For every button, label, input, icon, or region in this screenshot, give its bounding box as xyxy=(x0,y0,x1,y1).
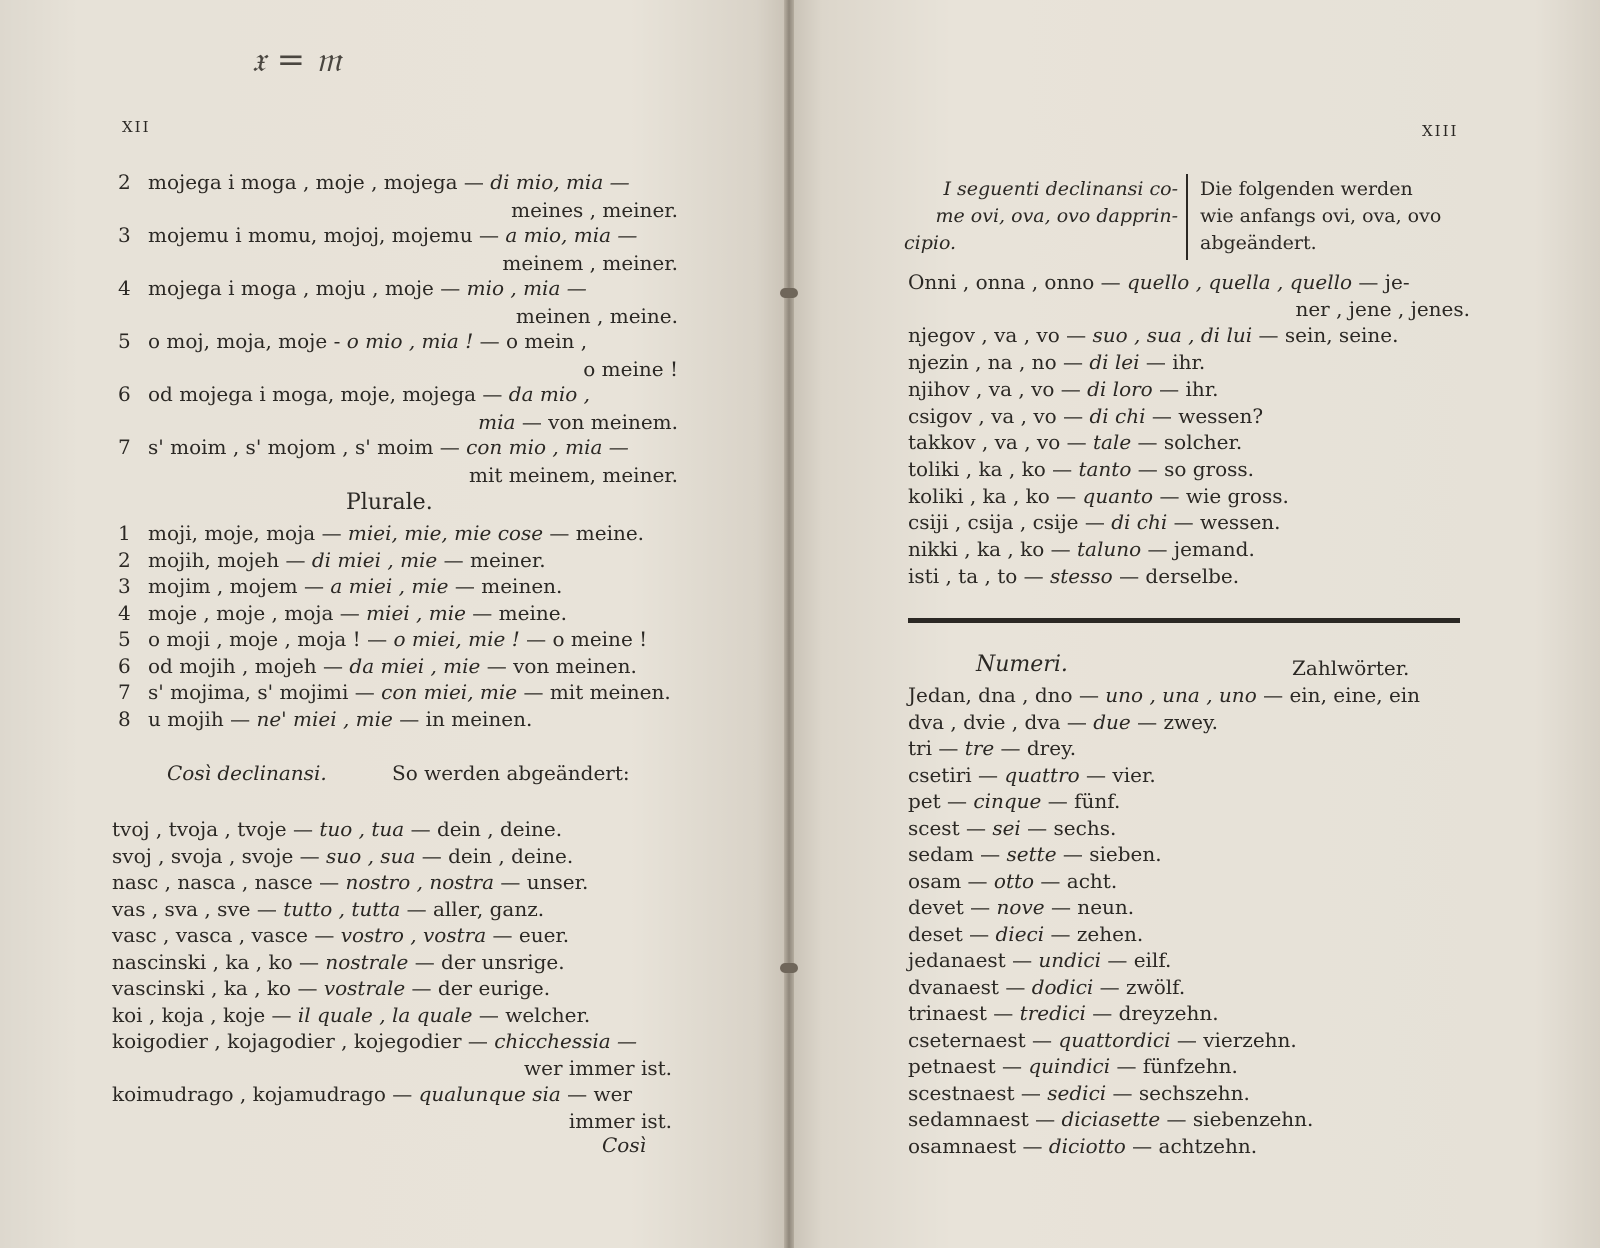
italian-form: il quale , la quale xyxy=(297,1002,473,1027)
case-number: 7 xyxy=(118,680,131,704)
italian-form: chicchessia — xyxy=(494,1029,638,1053)
german-form: — von meinen. xyxy=(480,653,637,678)
case-number: 4 xyxy=(118,600,131,625)
italian-form: miei , mie xyxy=(366,600,466,625)
italian-form: nostrale xyxy=(325,949,409,974)
illyrian-form: deset — xyxy=(908,921,996,946)
illyrian-form: takkov , va , vo — xyxy=(908,430,1093,455)
case-number: 4 xyxy=(118,276,131,300)
illyrian-form: koimudrago , kojamudrago — xyxy=(112,1082,419,1106)
illyrian-form: o moji , moje , moja ! — xyxy=(148,627,394,651)
german-form: — der eurige. xyxy=(405,976,551,1000)
italian-form: tuo , tua xyxy=(319,817,405,841)
italian-form: di chi xyxy=(1111,510,1168,535)
number-entry xyxy=(908,1054,1238,1078)
italian-form: mia xyxy=(478,410,516,434)
illyrian-form: osam — xyxy=(908,868,994,893)
pronoun-entry xyxy=(908,564,1239,588)
illyrian-form: Jedan, dna , dno — xyxy=(908,683,1106,707)
number-entry xyxy=(908,816,1116,840)
catchword: Così xyxy=(602,1133,647,1157)
intro-italian xyxy=(900,176,1178,257)
number-entry xyxy=(908,869,1117,893)
declension-entry xyxy=(112,897,544,921)
italian-form: tanto xyxy=(1078,456,1132,481)
german-form: — ihr. xyxy=(1152,376,1219,401)
italian-form: nove xyxy=(996,895,1045,919)
declension-row-continued xyxy=(118,463,678,487)
illyrian-form: koi , koja , koje — xyxy=(112,1002,298,1027)
italian-form: suo , sua , di lui xyxy=(1092,323,1253,348)
illyrian-form: sedam — xyxy=(908,842,1007,866)
illyrian-form: nascinski , ka , ko — xyxy=(112,949,326,974)
intro-german-line: abgeändert. xyxy=(1200,232,1317,254)
german-form: — solcher. xyxy=(1131,430,1243,455)
illyrian-form: isti , ta , to — xyxy=(908,563,1050,588)
declension-row xyxy=(118,329,587,353)
illyrian-form: vasc , vasca , vasce — xyxy=(112,923,341,947)
german-form: meinen , meine. xyxy=(515,304,678,328)
german-form: — von meinem. xyxy=(515,410,678,434)
binding-stitch xyxy=(780,963,798,973)
plural-row xyxy=(118,654,637,678)
italian-form: dieci xyxy=(995,921,1045,946)
german-form: mit meinem, meiner. xyxy=(469,463,678,487)
pronoun-entry xyxy=(908,510,1281,534)
illyrian-form: s' moim , s' mojom , s' moim — xyxy=(148,435,467,459)
illyrian-form: njegov , va , vo — xyxy=(908,323,1093,348)
declension-row xyxy=(118,382,590,406)
numeri-heading: Numeri. xyxy=(976,652,1068,677)
italian-form: undici xyxy=(1038,948,1101,972)
illyrian-form: csetiri — xyxy=(908,762,1005,787)
number-entry xyxy=(908,948,1171,972)
number-entry xyxy=(908,1028,1297,1052)
declension-row-continued xyxy=(118,357,678,381)
german-form: — in meinen. xyxy=(392,706,533,731)
german-form: — derselbe. xyxy=(1112,563,1240,588)
illyrian-form: moje , moje , moja — xyxy=(148,600,367,625)
intro-german xyxy=(1200,176,1472,257)
plural-row xyxy=(118,601,567,625)
cosi-heading-german: So werden abgeändert: xyxy=(392,761,630,785)
illyrian-form: vas , sva , sve — xyxy=(112,896,284,921)
italian-form: nostro , nostra xyxy=(345,870,495,894)
italian-form: due xyxy=(1093,709,1131,734)
case-number: 5 xyxy=(118,627,131,651)
german-form: — siebenzehn. xyxy=(1160,1107,1314,1131)
german-form: — zehen. xyxy=(1044,921,1144,946)
german-form: meinem , meiner. xyxy=(502,251,678,275)
illyrian-form: s' mojima, s' mojimi — xyxy=(148,680,382,704)
intro-italian-line: I seguenti declinansi co- xyxy=(943,178,1178,200)
italian-form: diciasette xyxy=(1061,1107,1161,1131)
italian-form: mio , mia — xyxy=(466,276,587,300)
italian-form: quattordici xyxy=(1058,1027,1171,1052)
italian-form: tutto , tutta xyxy=(283,896,401,921)
case-number: 2 xyxy=(118,547,131,572)
number-entry xyxy=(908,922,1143,946)
italian-form: ne' miei , mie xyxy=(256,706,393,731)
page-number-right: XIII xyxy=(1422,122,1459,140)
intro-italian-line: cipio. xyxy=(904,232,957,254)
illyrian-form: sedamnaest — xyxy=(908,1107,1062,1131)
german-form: — sechs. xyxy=(1020,815,1117,840)
german-form: — meiner. xyxy=(437,547,546,572)
german-form: — ein, eine, ein xyxy=(1256,683,1421,707)
pronoun-entry xyxy=(908,297,1470,321)
italian-form: a miei , mie xyxy=(330,574,449,598)
german-form: — wessen. xyxy=(1167,510,1281,535)
illyrian-form: svoj , svoja , svoje — xyxy=(112,843,327,868)
illyrian-form: toliki , ka , ko — xyxy=(908,456,1079,481)
german-form: — eilf. xyxy=(1100,948,1172,972)
italian-form: stesso xyxy=(1050,563,1113,588)
italian-form: otto xyxy=(993,868,1035,893)
german-form: — dein , deine. xyxy=(404,817,563,841)
german-form: o meine ! xyxy=(583,357,678,381)
declension-entry xyxy=(112,1082,632,1106)
italian-form: taluno xyxy=(1076,537,1142,561)
pronoun-entry xyxy=(908,377,1218,401)
illyrian-form: od mojega i moga, moje, mojega — xyxy=(148,382,509,406)
german-form: — o mein , xyxy=(473,329,588,353)
declension-entry xyxy=(112,1003,590,1027)
case-number: 3 xyxy=(118,223,131,247)
german-form: — aller, ganz. xyxy=(400,896,545,921)
italian-form: di miei , mie xyxy=(311,547,438,572)
declension-row xyxy=(118,435,629,459)
german-form: — wessen? xyxy=(1145,403,1264,428)
case-number: 3 xyxy=(118,574,131,598)
case-number: 7 xyxy=(118,435,131,459)
german-form: — dreyzehn. xyxy=(1085,1001,1219,1025)
illyrian-form: mojih, mojeh — xyxy=(148,547,312,572)
handwritten-note: 𝔵 = 𝔪 xyxy=(252,40,342,80)
illyrian-form: mojemu i momu, mojoj, mojemu — xyxy=(148,223,506,247)
german-form: — o meine ! xyxy=(519,627,648,651)
german-form: — achtzehn. xyxy=(1125,1133,1258,1158)
declension-row-continued xyxy=(118,410,678,434)
german-form: — sein, seine. xyxy=(1252,323,1399,348)
number-entry xyxy=(908,1081,1250,1105)
book-gutter xyxy=(784,0,794,1248)
illyrian-form: dva , dvie , dva — xyxy=(908,709,1094,734)
pronoun-entry xyxy=(908,484,1289,508)
illyrian-form: trinaest — xyxy=(908,1001,1020,1025)
german-form: — dein , deine. xyxy=(415,843,574,868)
italian-form: tre xyxy=(964,736,995,760)
italian-form: da mio , xyxy=(508,382,590,406)
german-form: — meinen. xyxy=(448,574,563,598)
pronoun-entry xyxy=(908,537,1255,561)
illyrian-form: jedanaest — xyxy=(908,948,1039,972)
italian-form: quindici xyxy=(1028,1054,1111,1078)
german-form: — so gross. xyxy=(1131,456,1255,481)
italian-form: miei, mie, mie cose xyxy=(347,521,544,545)
illyrian-form: njezin , na , no — xyxy=(908,350,1090,375)
illyrian-form: nikki , ka , ko — xyxy=(908,537,1077,561)
italian-form: o miei, mie ! xyxy=(393,627,520,651)
italian-form: qualunque sia xyxy=(418,1082,561,1106)
german-form: — mit meinen. xyxy=(517,680,671,704)
italian-form: sedici xyxy=(1047,1080,1107,1105)
german-form: — wer xyxy=(560,1082,633,1106)
plural-row xyxy=(118,574,562,598)
intro-italian-line: me ovi, ova, ovo dapprin- xyxy=(935,205,1178,227)
illyrian-form: mojega i moga , moje , mojega — xyxy=(148,170,491,194)
german-form: — euer. xyxy=(486,923,570,947)
italian-form: di mio, mia — xyxy=(490,170,630,194)
number-entry xyxy=(908,710,1218,734)
german-form: — zwey. xyxy=(1130,709,1218,734)
section-rule xyxy=(908,618,1460,623)
italian-form: o mio , mia ! xyxy=(346,329,474,353)
declension-entry xyxy=(112,976,550,1000)
case-number: 1 xyxy=(118,521,131,545)
german-form: — je- xyxy=(1352,270,1410,294)
german-form: — vier. xyxy=(1079,762,1156,787)
german-form: ner , jene , jenes. xyxy=(1295,296,1470,321)
intro-german-line: wie anfangs ovi, ova, ovo xyxy=(1200,205,1442,227)
italian-form: quattro xyxy=(1004,762,1080,787)
italian-form: di loro xyxy=(1087,376,1153,401)
illyrian-form: Onni , onna , onno — xyxy=(908,270,1127,294)
illyrian-form: csigov , va , vo — xyxy=(908,403,1090,428)
german-form: immer ist. xyxy=(568,1108,672,1133)
declension-entry xyxy=(112,870,588,894)
italian-form: dodici xyxy=(1031,974,1094,999)
italian-form: con miei, mie xyxy=(381,680,518,704)
illyrian-form: pet — xyxy=(908,789,974,813)
italian-form: da miei , mie xyxy=(349,653,481,678)
number-entry xyxy=(908,1001,1219,1025)
number-entry xyxy=(908,975,1185,999)
german-form: wer immer ist. xyxy=(523,1055,672,1080)
illyrian-form: petnaest — xyxy=(908,1054,1029,1078)
declension-entry xyxy=(112,1056,672,1080)
italian-form: uno , una , uno xyxy=(1105,683,1257,707)
case-number: 6 xyxy=(118,653,131,678)
declension-entry xyxy=(112,1109,672,1133)
italian-form: quanto xyxy=(1082,483,1154,508)
declension-entry xyxy=(112,950,565,974)
german-form: — der unsrige. xyxy=(408,949,565,974)
german-form: — acht. xyxy=(1034,868,1118,893)
illyrian-form: tvoj , tvoja , tvoje — xyxy=(112,817,320,841)
italian-form: vostrale xyxy=(323,976,406,1000)
declension-row xyxy=(118,170,630,194)
illyrian-form: mojim , mojem — xyxy=(148,574,331,598)
illyrian-form: koigodier , kojagodier , kojegodier — xyxy=(112,1029,495,1053)
declension-entry xyxy=(112,817,562,841)
declension-row xyxy=(118,223,637,247)
plural-row xyxy=(118,627,647,651)
italian-form: con mio , mia — xyxy=(466,435,629,459)
case-number: 5 xyxy=(118,329,131,353)
illyrian-form: scestnaest — xyxy=(908,1080,1048,1105)
pronoun-entry xyxy=(908,430,1242,454)
pronoun-entry xyxy=(908,350,1205,374)
italian-form: sette xyxy=(1006,842,1057,866)
number-entry xyxy=(908,763,1156,787)
illyrian-form: koliki , ka , ko — xyxy=(908,483,1083,508)
case-number: 8 xyxy=(118,706,131,731)
illyrian-form: o moj, moja, moje - xyxy=(148,329,347,353)
illyrian-form: csiji , csija , csije — xyxy=(908,510,1112,535)
german-form: — neun. xyxy=(1044,895,1135,919)
case-number: 6 xyxy=(118,382,131,406)
number-entry xyxy=(908,789,1120,813)
german-form: — unser. xyxy=(494,870,589,894)
german-form: — sieben. xyxy=(1056,842,1162,866)
illyrian-form: devet — xyxy=(908,895,997,919)
case-number: 2 xyxy=(118,170,131,194)
pronoun-entry xyxy=(908,457,1254,481)
german-form: — fünfzehn. xyxy=(1110,1054,1238,1078)
german-form: — ihr. xyxy=(1139,350,1206,375)
german-form: — fünf. xyxy=(1041,789,1121,813)
pronoun-entry xyxy=(908,404,1263,428)
italian-form: di lei xyxy=(1089,350,1140,375)
german-form: — drey. xyxy=(994,736,1077,760)
italian-form: a mio, mia — xyxy=(505,223,638,247)
illyrian-form: mojega i moga , moju , moje — xyxy=(148,276,467,300)
declension-row xyxy=(118,276,587,300)
italian-form: vostro , vostra xyxy=(340,923,487,947)
illyrian-form: dvanaest — xyxy=(908,974,1032,999)
italian-form: sei xyxy=(992,815,1021,840)
italian-form: suo , sua xyxy=(326,843,416,868)
illyrian-form: nasc , nasca , nasce — xyxy=(112,870,346,894)
italian-form: di chi xyxy=(1089,403,1146,428)
german-form: — meine. xyxy=(465,600,567,625)
plural-heading: Plurale. xyxy=(346,490,433,515)
italian-form: cinque xyxy=(973,789,1042,813)
page-number-left: XII xyxy=(122,118,151,136)
illyrian-form: od mojih , mojeh — xyxy=(148,653,350,678)
illyrian-form: scest — xyxy=(908,815,993,840)
german-form: — vierzehn. xyxy=(1170,1027,1297,1052)
binding-stitch xyxy=(780,288,798,298)
declension-row-continued xyxy=(118,251,678,275)
illyrian-form: vascinski , ka , ko — xyxy=(112,976,324,1000)
illyrian-form: u mojih — xyxy=(148,706,257,731)
cosi-heading-italian: Così declinansi. xyxy=(167,761,327,785)
italian-form: diciotto xyxy=(1048,1133,1126,1158)
german-form: meines , meiner. xyxy=(511,198,678,222)
number-entry xyxy=(908,736,1076,760)
declension-entry xyxy=(112,923,569,947)
declension-entry xyxy=(112,844,573,868)
german-form: — sechszehn. xyxy=(1106,1080,1250,1105)
german-form: — jemand. xyxy=(1141,537,1255,561)
column-divider xyxy=(1186,174,1188,260)
zahlwoerter-heading: Zahlwörter. xyxy=(1292,656,1410,680)
german-form: — meine. xyxy=(543,521,645,545)
plural-row xyxy=(118,707,532,731)
plural-row xyxy=(118,680,671,704)
illyrian-form: osamnaest — xyxy=(908,1133,1049,1158)
declension-row-continued xyxy=(118,198,678,222)
pronoun-entry xyxy=(908,270,1410,294)
number-entry xyxy=(908,1134,1257,1158)
pronoun-entry xyxy=(908,323,1399,347)
declension-entry xyxy=(112,1029,637,1053)
illyrian-form: cseternaest — xyxy=(908,1027,1059,1052)
number-entry xyxy=(908,1107,1313,1131)
number-entry xyxy=(908,895,1134,919)
italian-form: tale xyxy=(1092,430,1132,455)
plural-row xyxy=(118,548,546,572)
german-form: — wie gross. xyxy=(1153,483,1289,508)
number-entry xyxy=(908,683,1420,707)
german-form: — welcher. xyxy=(472,1002,591,1027)
intro-german-line: Die folgenden werden xyxy=(1200,178,1413,200)
plural-row xyxy=(118,521,644,545)
italian-form: quello , quella , quello xyxy=(1126,270,1353,294)
german-form: — zwölf. xyxy=(1093,974,1186,999)
illyrian-form: tri — xyxy=(908,736,965,760)
illyrian-form: njihov , va , vo — xyxy=(908,376,1088,401)
illyrian-form: moji, moje, moja — xyxy=(148,521,348,545)
declension-row-continued xyxy=(118,304,678,328)
italian-form: tredici xyxy=(1019,1001,1086,1025)
number-entry xyxy=(908,842,1162,866)
